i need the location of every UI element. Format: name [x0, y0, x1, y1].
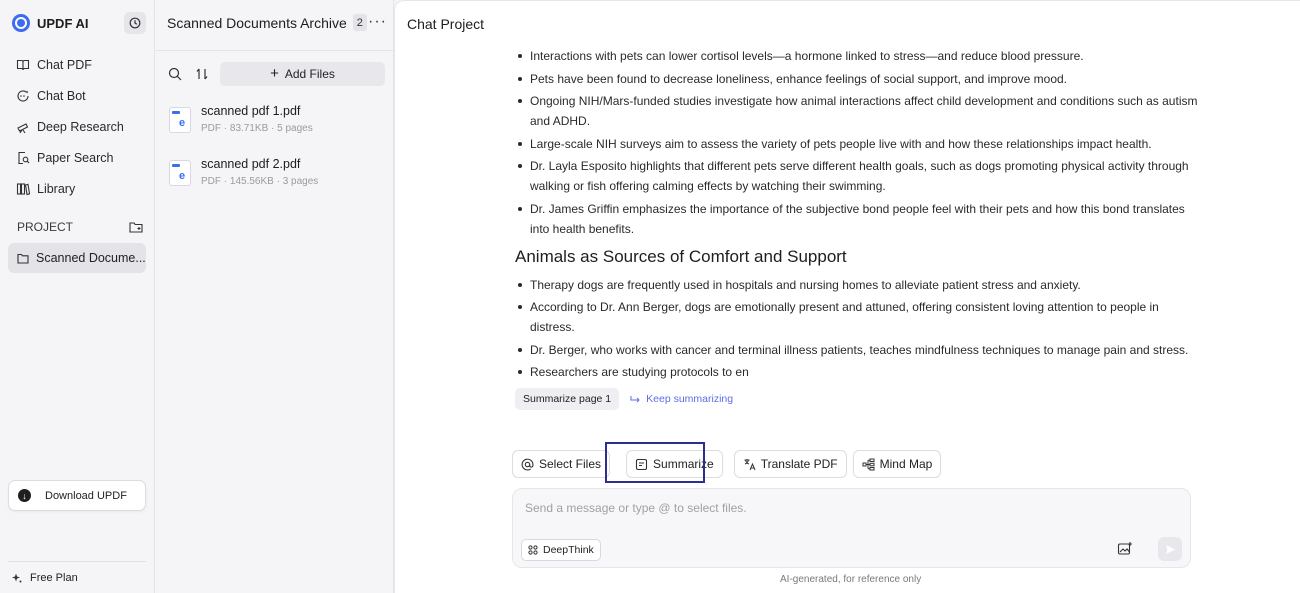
more-options-icon[interactable]: ··· — [368, 13, 387, 30]
send-button[interactable] — [1158, 537, 1182, 561]
paper-search-icon — [16, 151, 30, 165]
select-files-button[interactable] — [512, 450, 610, 478]
summarize-label: Summarize — [653, 457, 714, 471]
add-files-button[interactable] — [220, 62, 385, 86]
mind-map-button[interactable] — [853, 450, 942, 478]
brand[interactable] — [12, 12, 89, 34]
project-section-header — [17, 220, 143, 234]
mind-map-icon — [862, 458, 875, 471]
sidebar-item-label: Chat Bot — [37, 89, 86, 103]
project-item-scanned-documents[interactable] — [8, 243, 146, 273]
free-plan-button[interactable] — [12, 572, 78, 584]
chat-response — [515, 46, 1205, 410]
list-item: Pets have been found to decrease loneliness, enhance feelings of social support, and improve mood. — [515, 69, 1205, 89]
grid-icon — [528, 545, 538, 555]
image-upload-icon[interactable] — [1117, 541, 1133, 557]
updf-logo-icon — [12, 14, 30, 32]
sparkle-icon — [12, 573, 22, 583]
divider — [155, 50, 394, 51]
quick-actions — [512, 450, 941, 478]
list-item: Interactions with pets can lower cortisol levels—a hormone linked to stress—and reduce blood pressure. — [515, 46, 1205, 66]
list-item: Large-scale NIH surveys aim to assess the variety of pets people live with and how these relationships impact health. — [515, 134, 1205, 154]
file-item[interactable] — [169, 157, 384, 197]
list-item: Therapy dogs are frequently used in hospitals and nursing homes to alleviate patient stress and anxiety. — [515, 275, 1205, 295]
chat-title: Chat Project — [407, 16, 485, 32]
at-sign-icon — [521, 458, 534, 471]
bullet-list — [515, 275, 1205, 383]
keep-summarizing-label: Keep summarizing — [646, 393, 734, 405]
sidebar-item-label: Library — [37, 182, 76, 196]
files-panel-header — [167, 14, 367, 31]
list-item: Dr. Layla Esposito highlights that different pets serve different health goals, such as dogs promoting physical activity through walking or fish offering calming effects by watching their swimming. — [515, 156, 1205, 196]
section-heading: Animals as Sources of Comfort and Support — [515, 246, 847, 266]
clock-icon — [129, 17, 141, 29]
add-files-label: Add Files — [284, 67, 335, 81]
sidebar-item-label: Deep Research — [37, 120, 124, 134]
pdf-file-icon — [169, 160, 191, 186]
message-composer[interactable] — [512, 488, 1191, 568]
deepthink-label: DeepThink — [543, 544, 594, 556]
sidebar-item-label: Paper Search — [37, 151, 114, 165]
library-icon — [16, 182, 30, 196]
plus-icon: + — [270, 65, 279, 82]
app-name: UPDF AI — [37, 15, 89, 31]
download-updf-button[interactable] — [8, 480, 146, 511]
file-name: scanned pdf 2.pdf — [201, 157, 301, 171]
file-name: scanned pdf 1.pdf — [201, 104, 301, 118]
file-item[interactable] — [169, 104, 384, 144]
deepthink-toggle[interactable] — [521, 539, 601, 561]
left-sidebar — [0, 0, 155, 593]
sort-icon[interactable] — [194, 66, 210, 82]
keep-summarizing-link[interactable] — [630, 393, 733, 405]
project-item-label: Scanned Docume... — [36, 251, 146, 265]
select-files-label: Select Files — [539, 457, 602, 471]
telescope-icon — [16, 120, 30, 134]
file-count-badge: 2 — [353, 14, 367, 31]
summarize-highlight-box — [605, 442, 705, 483]
list-item: According to Dr. Ann Berger, dogs are emotionally present and attuned, offering consistent loving attention to people in distress. — [515, 297, 1205, 337]
files-panel — [155, 0, 394, 593]
list-item: Ongoing NIH/Mars-funded studies investigate how animal interactions affect child development and conditions such as autism and ADHD. — [515, 91, 1205, 131]
summary-actions-row — [515, 388, 1205, 410]
divider — [8, 561, 146, 562]
download-label: Download UPDF — [45, 489, 127, 502]
bullet-list — [515, 46, 1205, 239]
sidebar-item-label: Chat PDF — [37, 58, 92, 72]
search-icon[interactable] — [167, 66, 183, 82]
file-meta: PDF · 145.56KB · 3 pages — [201, 176, 319, 187]
history-button[interactable] — [124, 12, 146, 34]
message-input-placeholder[interactable]: Send a message or type @ to select files. — [525, 501, 747, 515]
ai-disclaimer: AI-generated, for reference only — [780, 574, 922, 585]
new-folder-icon[interactable] — [129, 221, 143, 233]
pdf-file-icon — [169, 107, 191, 133]
sidebar-item-paper-search[interactable] — [8, 144, 146, 172]
project-heading: PROJECT — [17, 220, 74, 234]
sidebar-item-chat-pdf[interactable] — [8, 51, 146, 79]
file-meta: PDF · 83.71KB · 5 pages — [201, 123, 313, 134]
translate-icon — [743, 458, 756, 471]
chat-bot-icon — [16, 89, 30, 103]
list-item: Researchers are studying protocols to en — [515, 362, 1205, 382]
return-arrow-icon — [630, 395, 641, 404]
chat-main-area — [394, 0, 1300, 593]
translate-pdf-button[interactable] — [734, 450, 847, 478]
mind-map-label: Mind Map — [879, 457, 933, 471]
sidebar-item-library[interactable] — [8, 175, 146, 203]
list-item: Dr. Berger, who works with cancer and terminal illness patients, teaches mindfulness techniques to manage pain and stress. — [515, 340, 1205, 360]
sidebar-item-deep-research[interactable] — [8, 113, 146, 141]
book-icon — [16, 58, 30, 72]
sidebar-item-chat-bot[interactable] — [8, 82, 146, 110]
plan-label: Free Plan — [30, 572, 78, 584]
download-icon: ↓ — [18, 489, 31, 502]
summarize-page-chip[interactable]: Summarize page 1 — [515, 388, 619, 410]
folder-icon — [17, 253, 29, 264]
files-panel-title: Scanned Documents Archive — [167, 14, 347, 31]
send-icon — [1165, 544, 1176, 555]
translate-pdf-label: Translate PDF — [760, 457, 838, 471]
list-item: Dr. James Griffin emphasizes the importance of the subjective bond people feel with their pets and how this bond translates into health benefits. — [515, 199, 1205, 239]
